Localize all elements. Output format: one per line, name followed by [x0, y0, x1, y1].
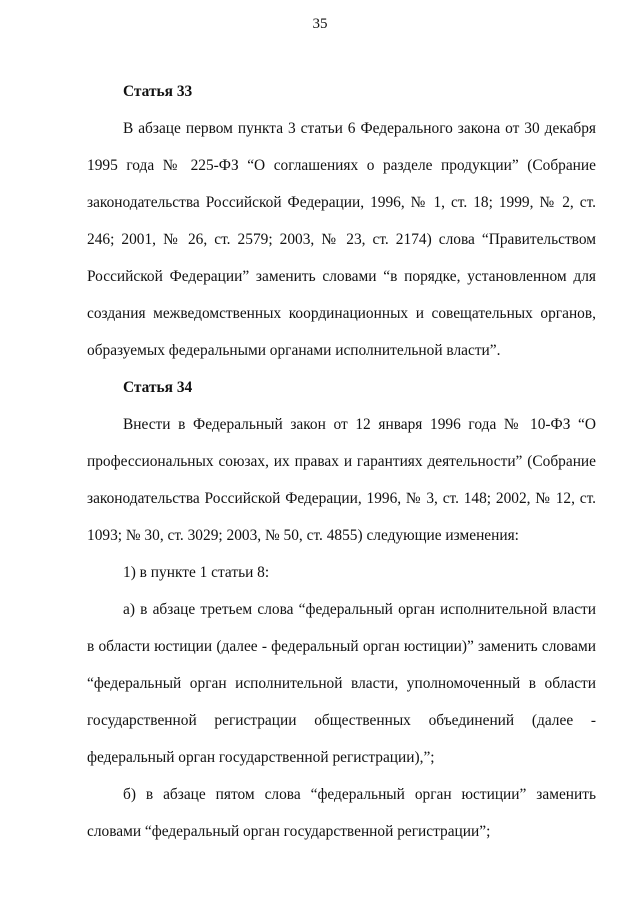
article-34-subitem-b: б) в абзаце пятом слова “федеральный орган юстиции” заменить словами “федеральный орган государственной регистрации”;: [87, 786, 596, 840]
article-34-item-1: 1) в пункте 1 статьи 8:: [123, 564, 270, 581]
article-34-subitem-a: а) в абзаце третьем слова “федеральный орган исполнительной власти в области юстиции (далее - федеральный орган юстиции)” заменить словами “федеральный орган исполнительной власти, уполномоченный в области государственной регистрации общественных объединений (далее - федеральный орган государственной регистрации),”;: [87, 601, 596, 766]
document-body: [87, 73, 596, 850]
article-34-intro-paragraph: Внести в Федеральный закон от 12 января 1996 года № 10-ФЗ “О профессиональных союзах, их правах и гарантиях деятельности” (Собрание законодательства Российской Федерации, 1996, № 3, ст. 148; 2002, № 12, ст. 1093; № 30, ст. 3029; 2003, № 50, ст. 4855) следующие изменения:: [87, 416, 596, 544]
article-33-heading: Статья 33: [123, 83, 193, 100]
page-number: 35: [312, 16, 328, 32]
article-34-heading: Статья 34: [123, 379, 193, 396]
article-33-paragraph: В абзаце первом пункта 3 статьи 6 Федерального закона от 30 декабря 1995 года № 225-ФЗ “О соглашениях о разделе продукции” (Собрание законодательства Российской Федерации, 1996, № 1, ст. 18; 1999, № 2, ст. 246; 2001, № 26, ст. 2579; 2003, № 23, ст. 2174) слова “Правительством Российской Федерации” заменить словами “в порядке, установленном для создания межведомственных координационных и совещательных органов, образуемых федеральными органами исполнительной власти”.: [87, 120, 596, 359]
